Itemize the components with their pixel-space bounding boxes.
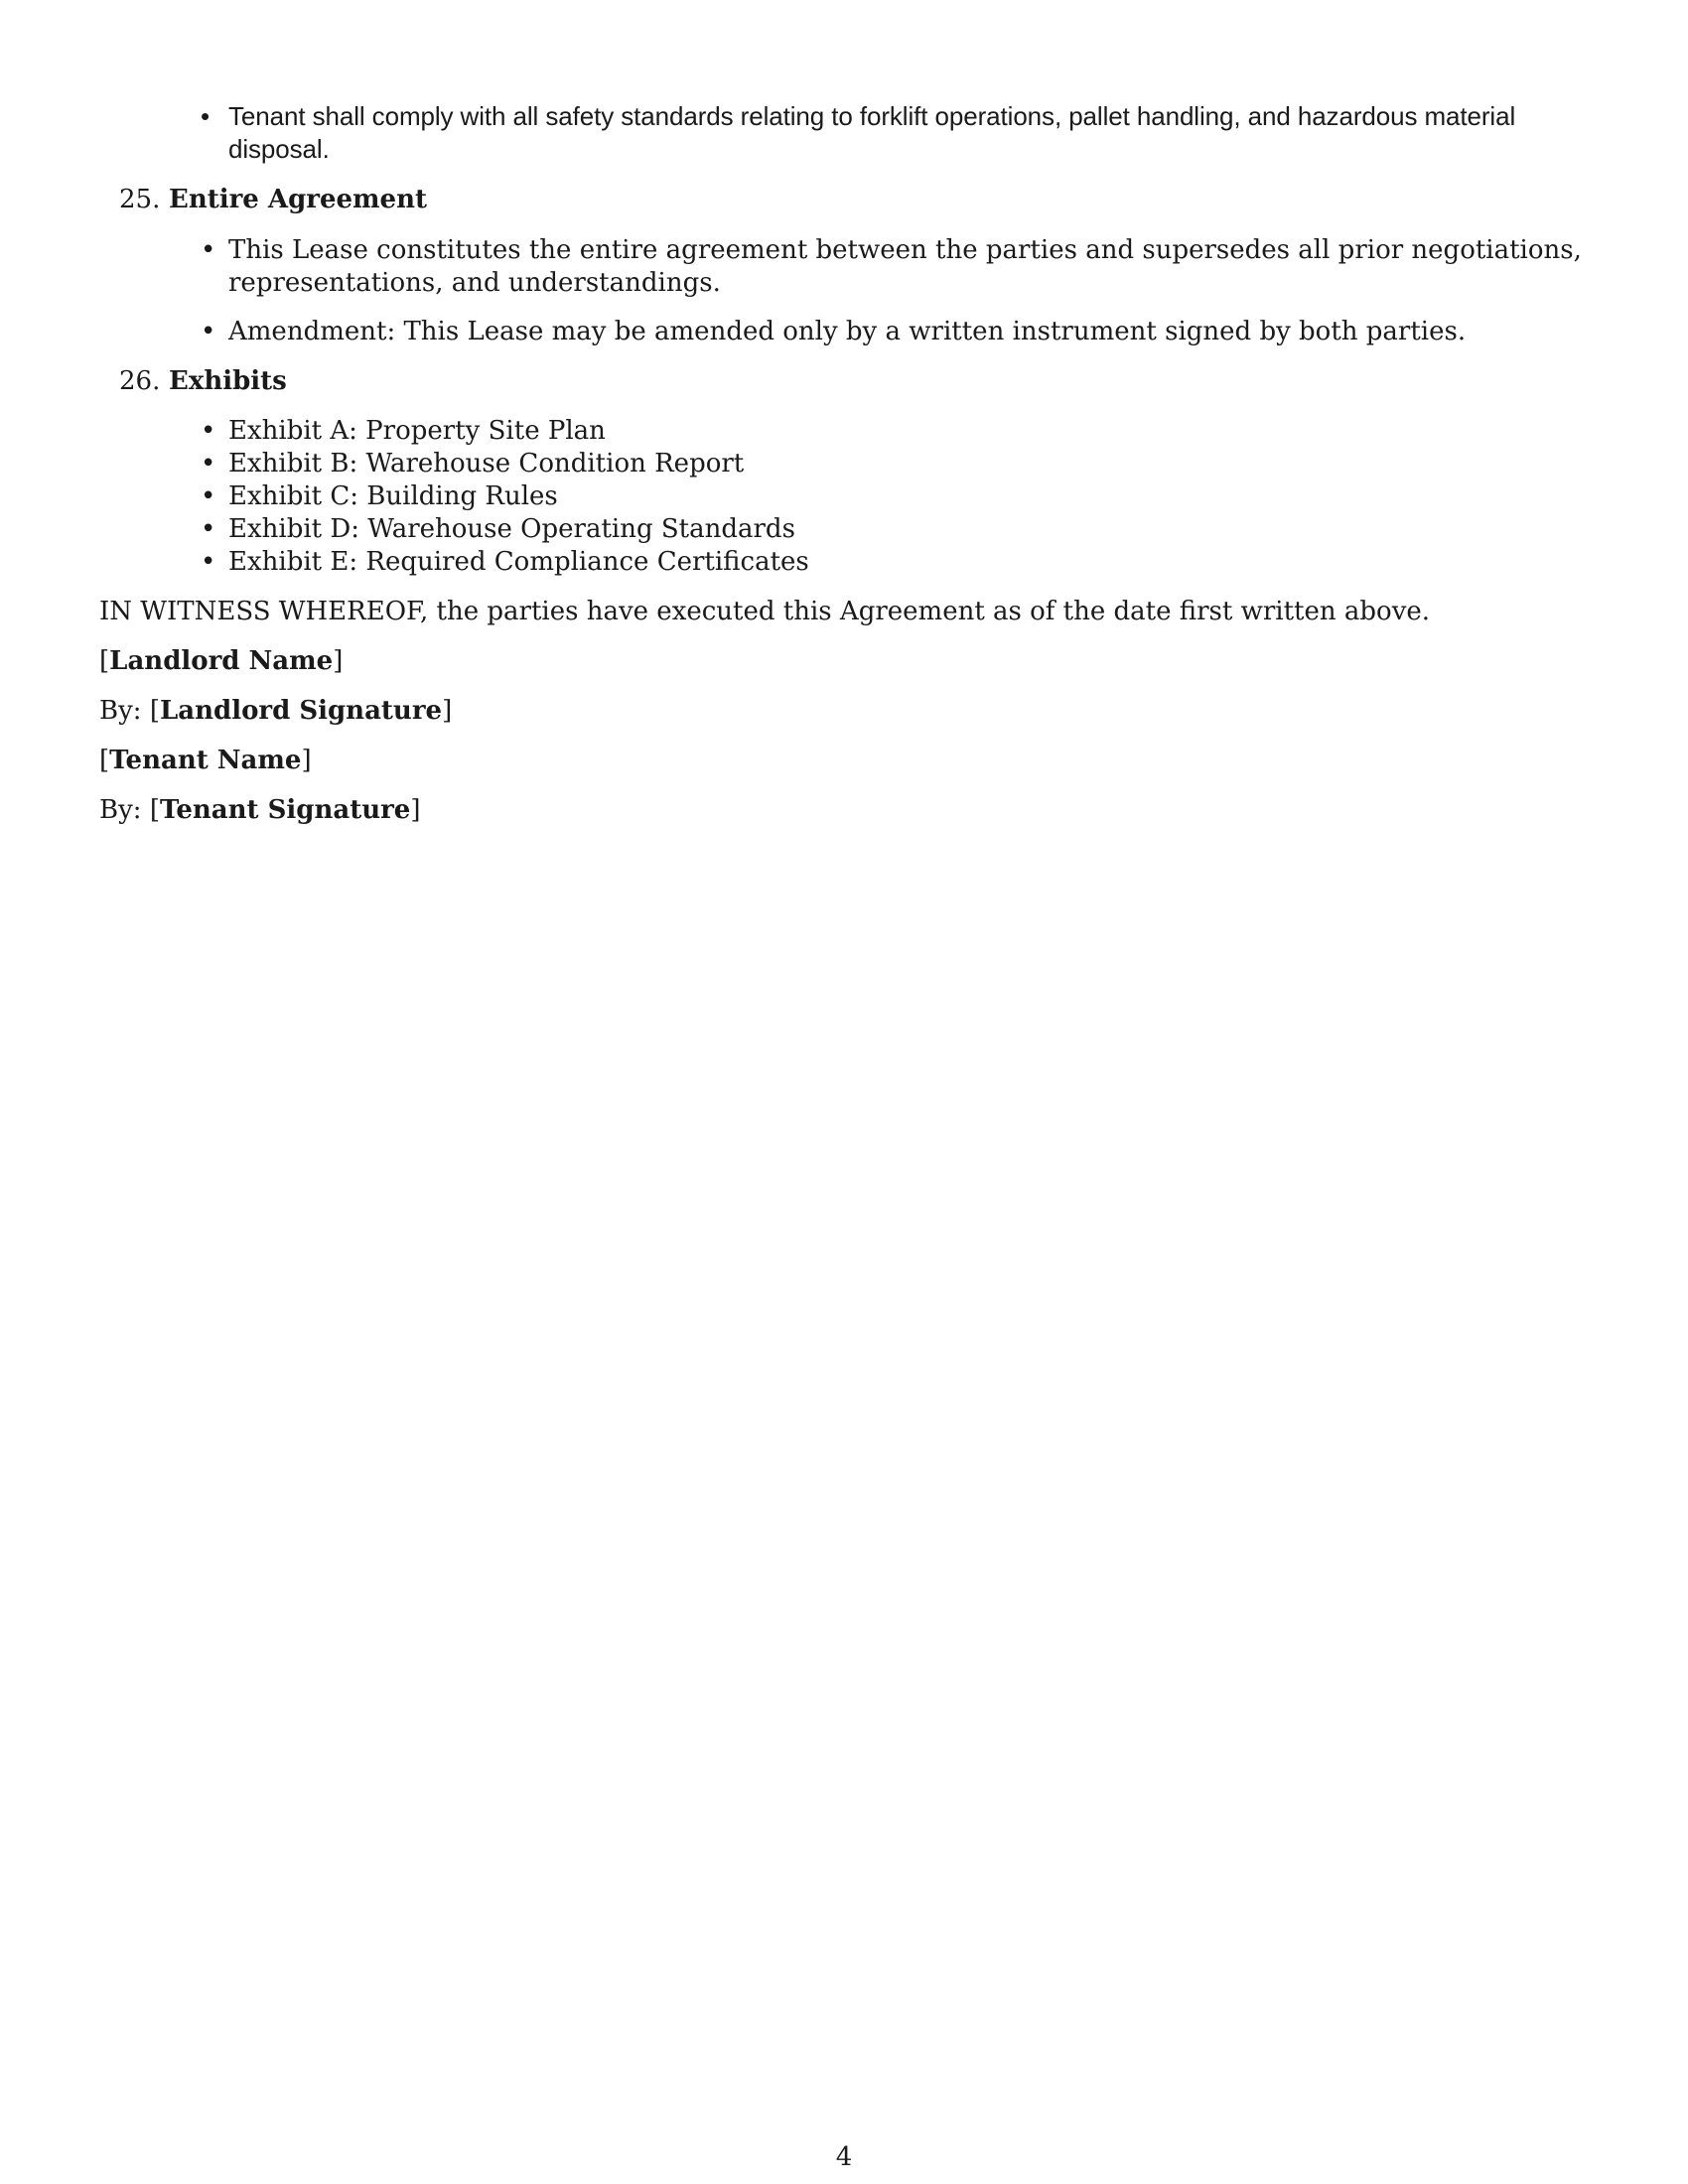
tenant-signature: Tenant Signature — [159, 795, 411, 825]
bullet-text: Exhibit D: Warehouse Operating Standards — [228, 514, 795, 544]
bullet-icon: • — [201, 449, 216, 478]
bullet-text: Exhibit B: Warehouse Condition Report — [228, 449, 745, 478]
bullet-text: Exhibit A: Property Site Plan — [228, 416, 606, 446]
bullet-text: Amendment: This Lease may be amended only by a written instrument signed by both parties. — [228, 317, 1467, 346]
bullet-icon: • — [201, 235, 216, 265]
section-title: Exhibits — [169, 366, 287, 396]
bullet-icon: • — [201, 547, 216, 577]
bullet-text: Exhibit E: Required Compliance Certificates — [228, 547, 809, 577]
list-item — [201, 415, 1591, 448]
landlord-name-line: [Landlord Name] — [99, 646, 344, 676]
section-number: 25. — [119, 185, 161, 214]
bullet-icon: • — [201, 317, 216, 346]
bullet-icon: • — [201, 101, 211, 131]
list-item — [201, 448, 1591, 480]
bullet-icon: • — [201, 481, 216, 511]
bullet-text: Tenant shall comply with all safety standards relating to forklift operations, pallet handling, and hazardous material disposal. — [228, 101, 1516, 164]
by-label: By: — [99, 696, 142, 726]
list-item — [201, 234, 1591, 300]
section-heading — [119, 365, 287, 398]
tenant-name: Tenant Name — [109, 746, 302, 775]
page-number: 4 — [835, 2142, 853, 2172]
witness-clause: IN WITNESS WHEREOF, the parties have executed this Agreement as of the date first written above. — [99, 597, 1431, 626]
list-item — [201, 513, 1591, 546]
section-heading — [119, 184, 427, 216]
by-label: By: — [99, 795, 142, 825]
bullet-icon: • — [201, 514, 216, 544]
tenant-signature-line: By: [Tenant Signature] — [99, 795, 421, 825]
landlord-name: Landlord Name — [109, 646, 334, 676]
bullet-text: Exhibit C: Building Rules — [228, 481, 558, 511]
tenant-name-line: [Tenant Name] — [99, 746, 312, 775]
list-item — [201, 546, 1591, 579]
bullet-icon: • — [201, 416, 216, 446]
bullet-text: This Lease constitutes the entire agreement between the parties and supersedes all prior negotiations, representations, and understandings. — [228, 235, 1582, 298]
landlord-signature-line: By: [Landlord Signature] — [99, 696, 453, 726]
list-item — [201, 480, 1591, 513]
list-item — [201, 316, 1591, 348]
section-title: Entire Agreement — [169, 185, 427, 214]
landlord-signature: Landlord Signature — [159, 696, 443, 726]
section-number: 26. — [119, 366, 161, 396]
list-item — [201, 100, 1591, 166]
